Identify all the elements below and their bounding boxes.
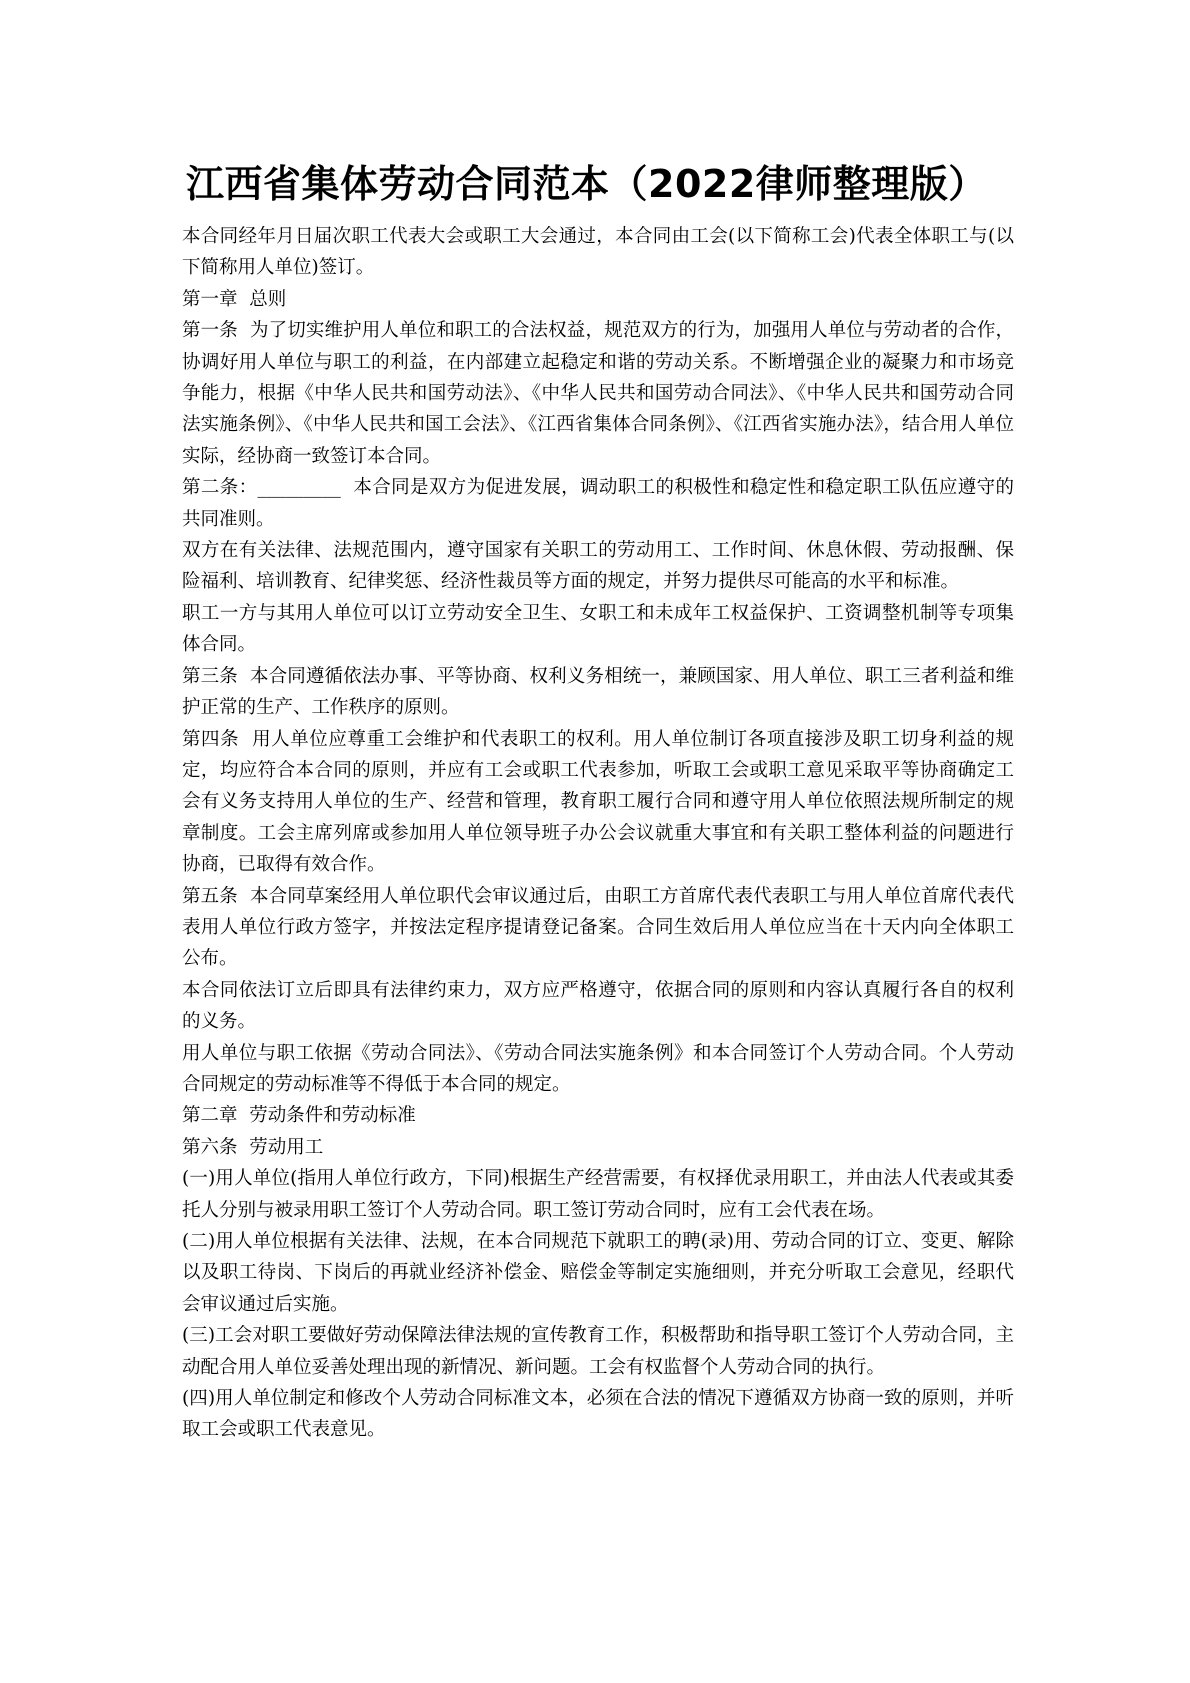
article-6-item-4: (四)用人单位制定和修改个人劳动合同标准文本，必须在合法的情况下遵循双方协商一致的原则，并听取工会或职工代表意见。 <box>182 1388 1014 1441</box>
article-6-item-3: (三)工会对职工要做好劳动保障法律法规的宣传教育工作，积极帮助和指导职工签订个人劳动合同，主动配合用人单位妥善处理出现的新情况、新问题。工会有权监督个人劳动合同的执行。 <box>182 1325 1014 1378</box>
article-2: 第二条：_________ 本合同是双方为促进发展，调动职工的积极性和稳定性和稳定职工队伍应遵守的共同准则。 <box>182 477 1014 530</box>
article-4: 第四条 用人单位应尊重工会维护和代表职工的权利。用人单位制订各项直接涉及职工切身利益的规定，均应符合本合同的原则，并应有工会或职工代表参加，听取工会或职工意见采取平等协商确定工会有义务支持用人单位的生产、经营和管理，教育职工履行合同和遵守用人单位依照法规所制定的规章制度。工会主席列席或参加用人单位领导班子办公会议就重大事宜和有关职工整体利益的问题进行协商，已取得有效合作。 <box>182 728 1014 876</box>
article-1: 第一条 为了切实维护用人单位和职工的合法权益，规范双方的行为，加强用人单位与劳动者的合作，协调好用人单位与职工的利益，在内部建立起稳定和谐的劳动关系。不断增强企业的凝聚力和市场竞争能力，根据《中华人民共和国劳动法》、《中华人民共和国劳动合同法》、《中华人民共和国劳动合同法实施条例》、《中华人民共和国工会法》、《江西省集体合同条例》、《江西省实施办法》，结合用人单位实际，经协商一致签订本合同。 <box>182 320 1014 467</box>
article-6-item-1: (一)用人单位(指用人单位行政方，下同)根据生产经营需要，有权择优录用职工，并由法人代表或其委托人分别与被录用职工签订个人劳动合同。职工签订劳动合同时，应有工会代表在场。 <box>182 1168 1014 1221</box>
chapter-2-heading: 第二章 劳动条件和劳动标准 <box>182 1105 416 1127</box>
article-6-item-2: (二)用人单位根据有关法律、法规，在本合同规范下就职工的聘(录)用、劳动合同的订立、变更、解除以及职工待岗、下岗后的再就业经济补偿金、赔偿金等制定实施细则，并充分听取工会意见，经职代会审议通过后实施。 <box>182 1231 1014 1315</box>
document-body <box>182 221 1014 1446</box>
document-title: 江西省集体劳动合同范本（2022律师整理版） <box>186 162 987 206</box>
article-5: 第五条 本合同草案经用人单位职代会审议通过后，由职工方首席代表代表职工与用人单位首席代表代表用人单位行政方签字，并按法定程序提请登记备案。合同生效后用人单位应当在十天内向全体职工公布。 <box>182 885 1014 970</box>
article-3: 第三条 本合同遵循依法办事、平等协商、权利义务相统一，兼顾国家、用人单位、职工三者利益和维护正常的生产、工作秩序的原则。 <box>182 665 1014 719</box>
article-6-heading: 第六条 劳动用工 <box>182 1136 324 1158</box>
chapter-1-heading: 第一章 总则 <box>182 288 287 310</box>
paragraph-legal-effect: 本合同依法订立后即具有法律约束力，双方应严格遵守，依据合同的原则和内容认真履行各自的权利的义务。 <box>182 979 1014 1033</box>
paragraph-individual-contracts: 用人单位与职工依据《劳动合同法》、《劳动合同法实施条例》和本合同签订个人劳动合同。个人劳动合同规定的劳动标准等不得低于本合同的规定。 <box>182 1042 1014 1095</box>
paragraph-special-contracts: 职工一方与其用人单位可以订立劳动安全卫生、女职工和未成年工权益保护、工资调整机制等专项集体合同。 <box>182 602 1014 656</box>
paragraph-parties-compliance: 双方在有关法律、法规范围内，遵守国家有关职工的劳动用工、工作时间、休息休假、劳动报酬、保险福利、培训教育、纪律奖惩、经济性裁员等方面的规定，并努力提供尽可能高的水平和标准。 <box>182 540 1014 593</box>
paragraph-preamble: 本合同经年月日届次职工代表大会或职工大会通过，本合同由工会(以下简称工会)代表全体职工与(以下简称用人单位)签订。 <box>182 226 1014 279</box>
